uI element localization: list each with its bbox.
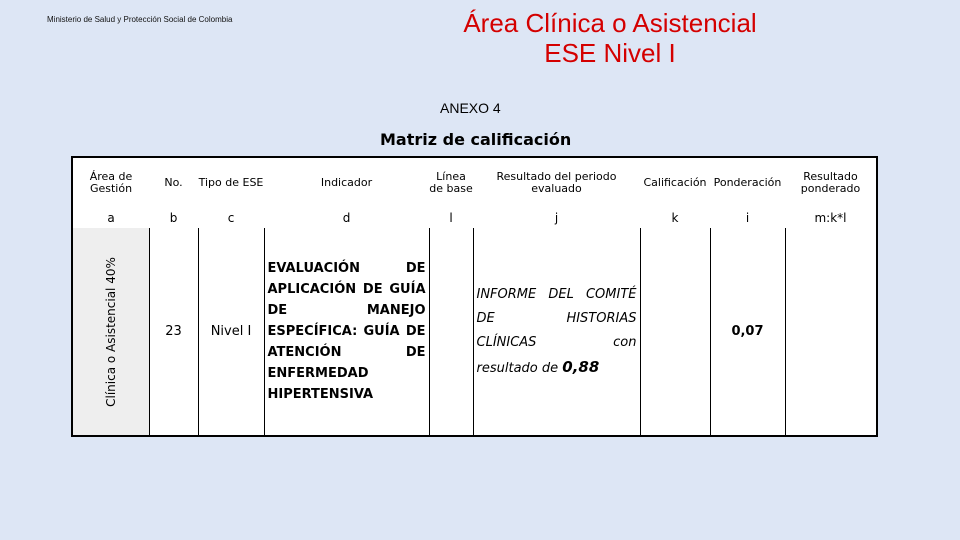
col-header-number: No. — [149, 157, 198, 208]
col-letter-j: j — [554, 211, 559, 225]
annex-label: ANEXO 4 — [440, 100, 501, 116]
indicator-line: EVALUACIÓN DE — [267, 261, 426, 276]
letter-row — [72, 208, 877, 228]
col-letter-k: k — [671, 211, 679, 225]
indicator-line: HIPERTENSIVA — [267, 387, 374, 402]
slide-title-line2: ESE Nivel I — [544, 38, 676, 68]
indicator-line: ESPECÍFICA: GUÍA DE — [267, 324, 426, 339]
ponderacion-cell: 0,07 — [710, 228, 785, 436]
col-header-tipo-ese: Tipo de ESE — [198, 157, 264, 208]
rating-matrix-table — [71, 156, 876, 437]
col-letter-b: b — [169, 211, 178, 225]
result-cell — [473, 228, 640, 436]
result-line — [477, 355, 637, 381]
col-letter-a: a — [72, 208, 149, 228]
indicator-cell — [264, 228, 429, 436]
indicator-line: ATENCIÓN DE — [267, 345, 426, 360]
col-header-area: Área de Gestión — [72, 157, 149, 208]
col-header-ponderacion: Ponderación — [710, 157, 785, 208]
area-label: Clínica o Asistencial 40% — [103, 256, 118, 407]
table-row — [72, 228, 877, 436]
result-prefix: resultado de — [476, 360, 559, 376]
col-header-indicator: Indicador — [264, 157, 429, 208]
col-letter-m: m:k*l — [785, 208, 877, 228]
tipo-ese-cell: Nivel I — [198, 228, 264, 436]
col-letter-c: c — [227, 211, 235, 225]
matrix-title: Matriz de calificación — [380, 130, 572, 149]
indicator-line: ENFERMEDAD — [267, 366, 369, 381]
calificacion-cell — [640, 228, 710, 436]
weighted-result-cell — [785, 228, 877, 436]
col-header-result: Resultado del periodo evaluado — [473, 157, 640, 208]
result-line: INFORME DEL COMITÉ — [476, 286, 637, 302]
col-header-calificacion: Calificación — [640, 157, 710, 208]
indicator-line: DE MANEJO — [267, 303, 426, 318]
result-line: CLÍNICAS con — [476, 334, 637, 350]
col-header-weighted-result: Resultado ponderado — [785, 157, 877, 208]
ministry-label: Ministerio de Salud y Protección Social de Colombia — [47, 15, 233, 24]
slide-title-line1: Área Clínica o Asistencial — [463, 8, 757, 38]
indicator-line: APLICACIÓN DE GUÍA — [267, 282, 426, 297]
result-value: 0,88 — [562, 357, 600, 376]
col-letter-l: l — [449, 211, 453, 225]
number-cell: 23 — [149, 228, 198, 436]
slide-title — [400, 8, 820, 68]
col-header-linea-base: Línea de base — [429, 157, 473, 208]
col-letter-i: i — [745, 211, 750, 225]
linea-base-cell — [429, 228, 473, 436]
col-letter-d: d — [342, 211, 351, 225]
header-row — [72, 157, 877, 208]
area-cell — [72, 228, 149, 436]
result-line: DE HISTORIAS — [476, 310, 637, 326]
